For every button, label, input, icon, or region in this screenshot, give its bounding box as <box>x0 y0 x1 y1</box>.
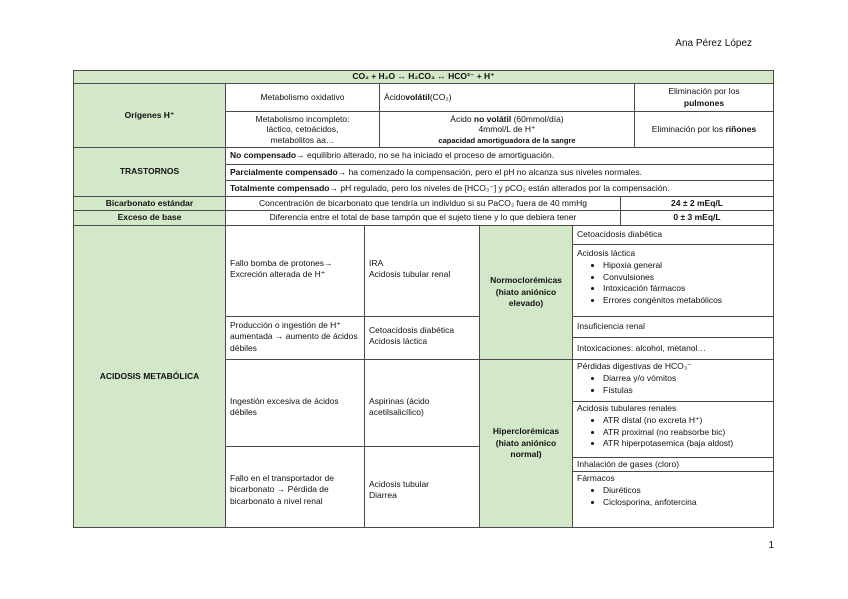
trastorno-row: Parcialmente compensado → ha comenzado la compensación, pero el pH no alcanza sus niveles normales. <box>225 164 774 181</box>
list-item: • Fístulas <box>603 385 769 396</box>
mechanism-4-examples: Acidosis tubular Diarrea <box>364 446 480 528</box>
list-item: • ATR distal (no excreta H⁺) <box>603 415 769 426</box>
acidosis-label: ACIDOSIS METABÓLICA <box>73 225 226 528</box>
origenes-r2-col1: Metabolismo incompleto: láctico, cetoácidos, metabolitos aa… <box>225 111 380 148</box>
normocloremicas-label: Normoclorémicas (hiato aniónico elevado) <box>479 225 573 360</box>
origenes-r2-col2: Ácido no volátil (60mmol/día) 4mmol/L de H⁺ capacidad amortiguadora de la sangre <box>379 111 635 148</box>
list-item: • Diuréticos <box>603 485 769 496</box>
trastorno-row: No compensado → equilibrio alterado, no se ha iniciado el proceso de amortiguación. <box>225 147 774 165</box>
bicarbonato-value: 24 ± 2 mEq/L <box>620 196 774 211</box>
list-item: • Ciclosporina, anfotercina <box>603 497 769 508</box>
mechanism-3: Ingestión excesiva de ácidos débiles <box>225 359 365 447</box>
mechanism-3-examples: Aspirinas (ácido acetilsalicílico) <box>364 359 480 447</box>
exceso-value: 0 ± 3 mEq/L <box>620 210 774 226</box>
summary-table <box>73 70 774 528</box>
cause-insuficiencia-renal: Insuficiencia renal <box>572 316 774 338</box>
list-item: • Hipoxia general <box>603 260 769 271</box>
trastornos-label: TRASTORNOS <box>73 147 226 197</box>
cause-acidosis-tubulares: Acidosis tubulares renales • ATR distal (no excreta H⁺) • ATR proximal (no reabsorbe bic) • ATR hiperpotasemica (baja aldost) <box>572 401 774 458</box>
mechanism-4: Fallo en el transportador de bicarbonato → Pérdida de bicarbonato a nivel renal <box>225 446 365 528</box>
exceso-label: Exceso de base <box>73 210 226 226</box>
origenes-label: Orígenes H⁺ <box>73 83 226 148</box>
list-item: • Convulsiones <box>603 272 769 283</box>
list-item: • ATR hiperpotasemica (baja aldost) <box>603 438 769 449</box>
cause-inhalacion-gases: Inhalación de gases (cloro) <box>572 457 774 472</box>
mechanism-1-examples: IRA Acidosis tubular renal <box>364 225 480 317</box>
origenes-r1-col2: Ácido volátil (CO₂) <box>379 83 635 112</box>
list-item: • Intoxicación fármacos <box>603 283 769 294</box>
hipercloremicas-label: Hiperclorémicas (hiato aniónico normal) <box>479 359 573 528</box>
trastorno-row: Totalmente compensado → pH regulado, pero los niveles de [HCO₃⁻] y pCO₂ están alterados por la compensación. <box>225 180 774 197</box>
list-item: • ATR proximal (no reabsorbe bic) <box>603 427 769 438</box>
table-title: CO₂ + H₂O ↔ H₂CO₃ ↔ HCO³⁻ + H⁺ <box>73 70 774 84</box>
cause-acidosis-lactica: Acidosis láctica • Hipoxia general • Convulsiones • Intoxicación fármacos • Errores congénitos metabólicos <box>572 244 774 317</box>
bicarbonato-description: Concentración de bicarbonato que tendría un individuo si su PaCO₂ fuera de 40 mmHg <box>225 196 621 211</box>
cause-perdidas-digestivas: Pérdidas digestivas de HCO₃⁻ • Diarrea y/o vómitos • Fístulas <box>572 359 774 402</box>
cause-intoxicaciones: Intoxicaciones: alcohol, metanol… <box>572 337 774 360</box>
exceso-description: Diferencia entre el total de base tampón que el sujeto tiene y lo que debiera tener <box>225 210 621 226</box>
origenes-r1-col1: Metabolismo oxidativo <box>225 83 380 112</box>
page-number: 1 <box>768 540 774 551</box>
bicarbonato-label: Bicarbonato estándar <box>73 196 226 211</box>
origenes-r1-col3: Eliminación por los pulmones <box>634 83 774 112</box>
list-item: • Diarrea y/o vómitos <box>603 373 769 384</box>
mechanism-2-examples: Cetoacidosis diabética Acidosis láctica <box>364 316 480 360</box>
list-item: • Errores congénitos metabólicos <box>603 295 769 306</box>
mechanism-1: Fallo bomba de protones→ Excreción alterada de H⁺ <box>225 225 365 317</box>
mechanism-2: Producción o ingestión de H⁺ aumentada → aumento de ácidos débiles <box>225 316 365 360</box>
origenes-r2-col3: Eliminación por los riñones <box>634 111 774 148</box>
author-name: Ana Pérez López <box>675 38 752 49</box>
cause-farmacos: Fármacos • Diuréticos • Ciclosporina, anfotercina <box>572 471 774 528</box>
cause-cetoacidosis: Cetoacidosis diabética <box>572 225 774 245</box>
